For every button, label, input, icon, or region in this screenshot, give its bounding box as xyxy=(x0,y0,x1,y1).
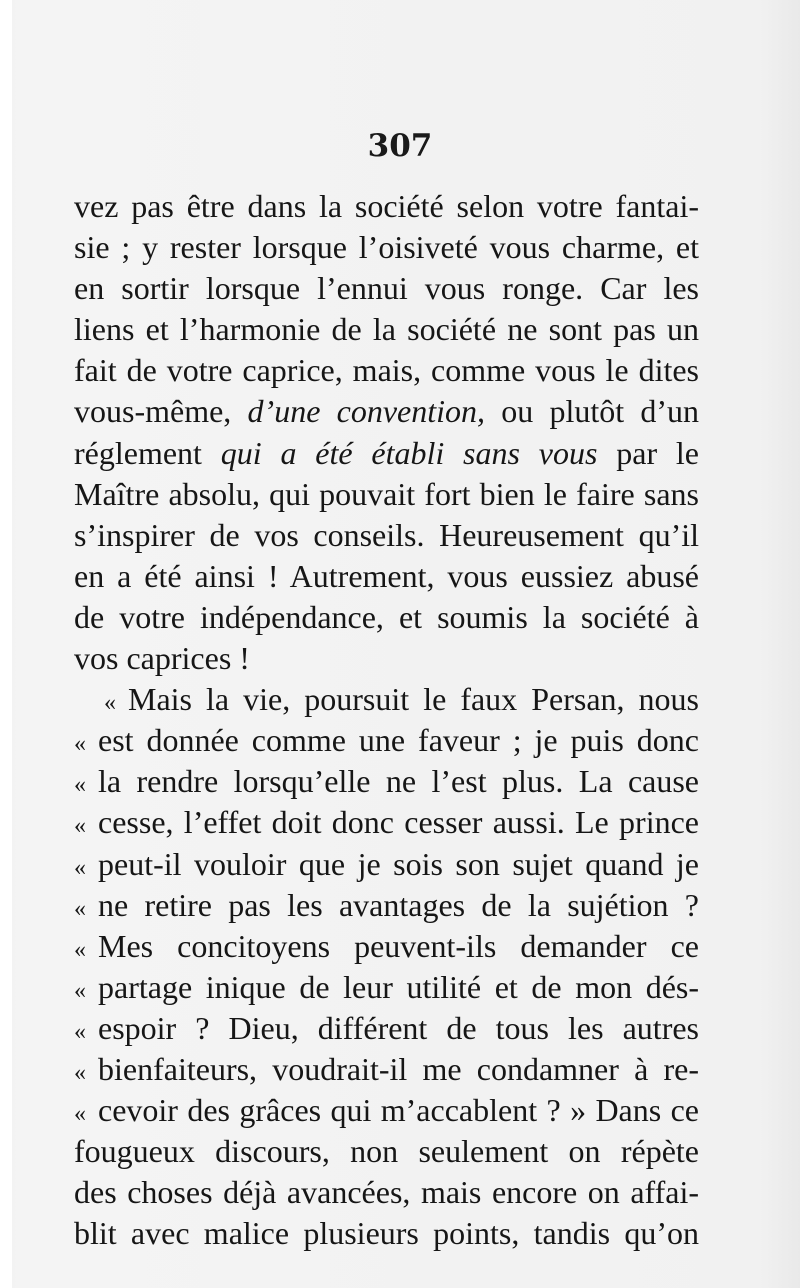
line-text: vez pas être dans la société selon votre fantai- xyxy=(74,188,699,224)
line-text: réglement xyxy=(74,434,221,471)
line-text: vos caprices ! xyxy=(74,640,250,677)
quote-mark: « xyxy=(74,813,86,840)
text-line xyxy=(74,1172,699,1213)
line-text: est donnée comme une faveur ; je puis donc xyxy=(98,722,699,759)
text-line xyxy=(74,268,699,309)
text-line xyxy=(74,720,699,761)
text-line xyxy=(74,515,699,556)
text-line xyxy=(74,761,699,802)
text-line xyxy=(74,1008,699,1049)
line-text: sie ; y rester lorsque l’oisiveté vous charme, et xyxy=(74,229,699,266)
line-text: Mais la vie, poursuit le faux Persan, nous xyxy=(128,681,699,718)
line-text: ne retire pas les avantages de la sujétion ? xyxy=(98,886,699,923)
line-text: de votre indépendance, et soumis la société à xyxy=(74,598,699,635)
line-text: partage inique de leur utilité et de mon dés- xyxy=(98,968,699,1005)
line-text: blit avec malice plusieurs points, tandis qu’on xyxy=(74,1215,699,1252)
italic-text: d’une convention, xyxy=(247,393,486,430)
quote-mark: « xyxy=(74,895,86,922)
line-text: en sortir lorsque l’ennui vous ronge. Car les xyxy=(74,270,699,307)
quote-mark: « xyxy=(104,690,116,717)
line-text: cevoir des grâces qui m’accablent ? » Dans ce xyxy=(98,1092,699,1129)
line-text: Maître absolu, qui pouvait fort bien le faire sans xyxy=(74,475,699,512)
quote-mark: « xyxy=(74,731,86,758)
line-text: fait de votre caprice, mais, comme vous le dites xyxy=(74,352,699,389)
italic-text: qui a été établi sans vous xyxy=(220,434,598,471)
text-line xyxy=(74,926,699,967)
body-text xyxy=(74,186,699,1254)
line-text: en a été ainsi ! Autrement, vous eussiez abusé xyxy=(74,557,699,594)
text-line xyxy=(74,227,699,268)
line-text: par le xyxy=(597,434,700,471)
page-edge xyxy=(0,0,12,1288)
text-line xyxy=(74,1131,699,1172)
text-line xyxy=(74,309,699,350)
text-line xyxy=(74,391,699,432)
quote-mark: « xyxy=(74,1101,86,1128)
line-text: vous-même, xyxy=(74,393,248,430)
quote-mark: « xyxy=(74,1059,86,1086)
text-line xyxy=(74,474,699,515)
line-text: la rendre lorsqu’elle ne l’est plus. La cause xyxy=(98,763,699,800)
line-text: s’inspirer de vos conseils. Heureusement qu’il xyxy=(74,516,699,553)
text-line xyxy=(74,1090,699,1131)
text-line xyxy=(74,679,699,720)
text-line xyxy=(74,556,699,597)
line-text: ou plutôt d’un xyxy=(485,393,700,430)
text-line xyxy=(74,802,699,843)
line-text: Mes concitoyens peuvent-ils demander ce xyxy=(98,927,699,964)
line-text: fougueux discours, non seulement on répète xyxy=(74,1133,699,1170)
line-text: espoir ? Dieu, différent de tous les autres xyxy=(98,1009,699,1046)
text-line xyxy=(74,186,699,227)
quote-mark: « xyxy=(74,854,86,881)
text-line xyxy=(74,1049,699,1090)
quote-mark: « xyxy=(74,977,86,1004)
text-line xyxy=(74,597,699,638)
quote-mark: « xyxy=(74,936,86,963)
text-line xyxy=(74,638,699,679)
page-number: 307 xyxy=(367,128,433,164)
quote-mark: « xyxy=(74,772,86,799)
text-line xyxy=(74,844,699,885)
line-text: bienfaiteurs, voudrait-il me condamner à re- xyxy=(98,1050,699,1087)
text-line xyxy=(74,1213,699,1254)
text-line xyxy=(74,967,699,1008)
line-text: peut-il vouloir que je sois son sujet quand je xyxy=(98,845,699,882)
line-text: cesse, l’effet doit donc cesser aussi. Le prince xyxy=(98,804,699,841)
text-line xyxy=(74,350,699,391)
quote-mark: « xyxy=(74,1018,86,1045)
line-text: des choses déjà avancées, mais encore on affai- xyxy=(74,1174,699,1211)
text-line xyxy=(74,885,699,926)
line-text: liens et l’harmonie de la société ne sont pas un xyxy=(74,311,699,348)
text-line xyxy=(74,433,699,474)
